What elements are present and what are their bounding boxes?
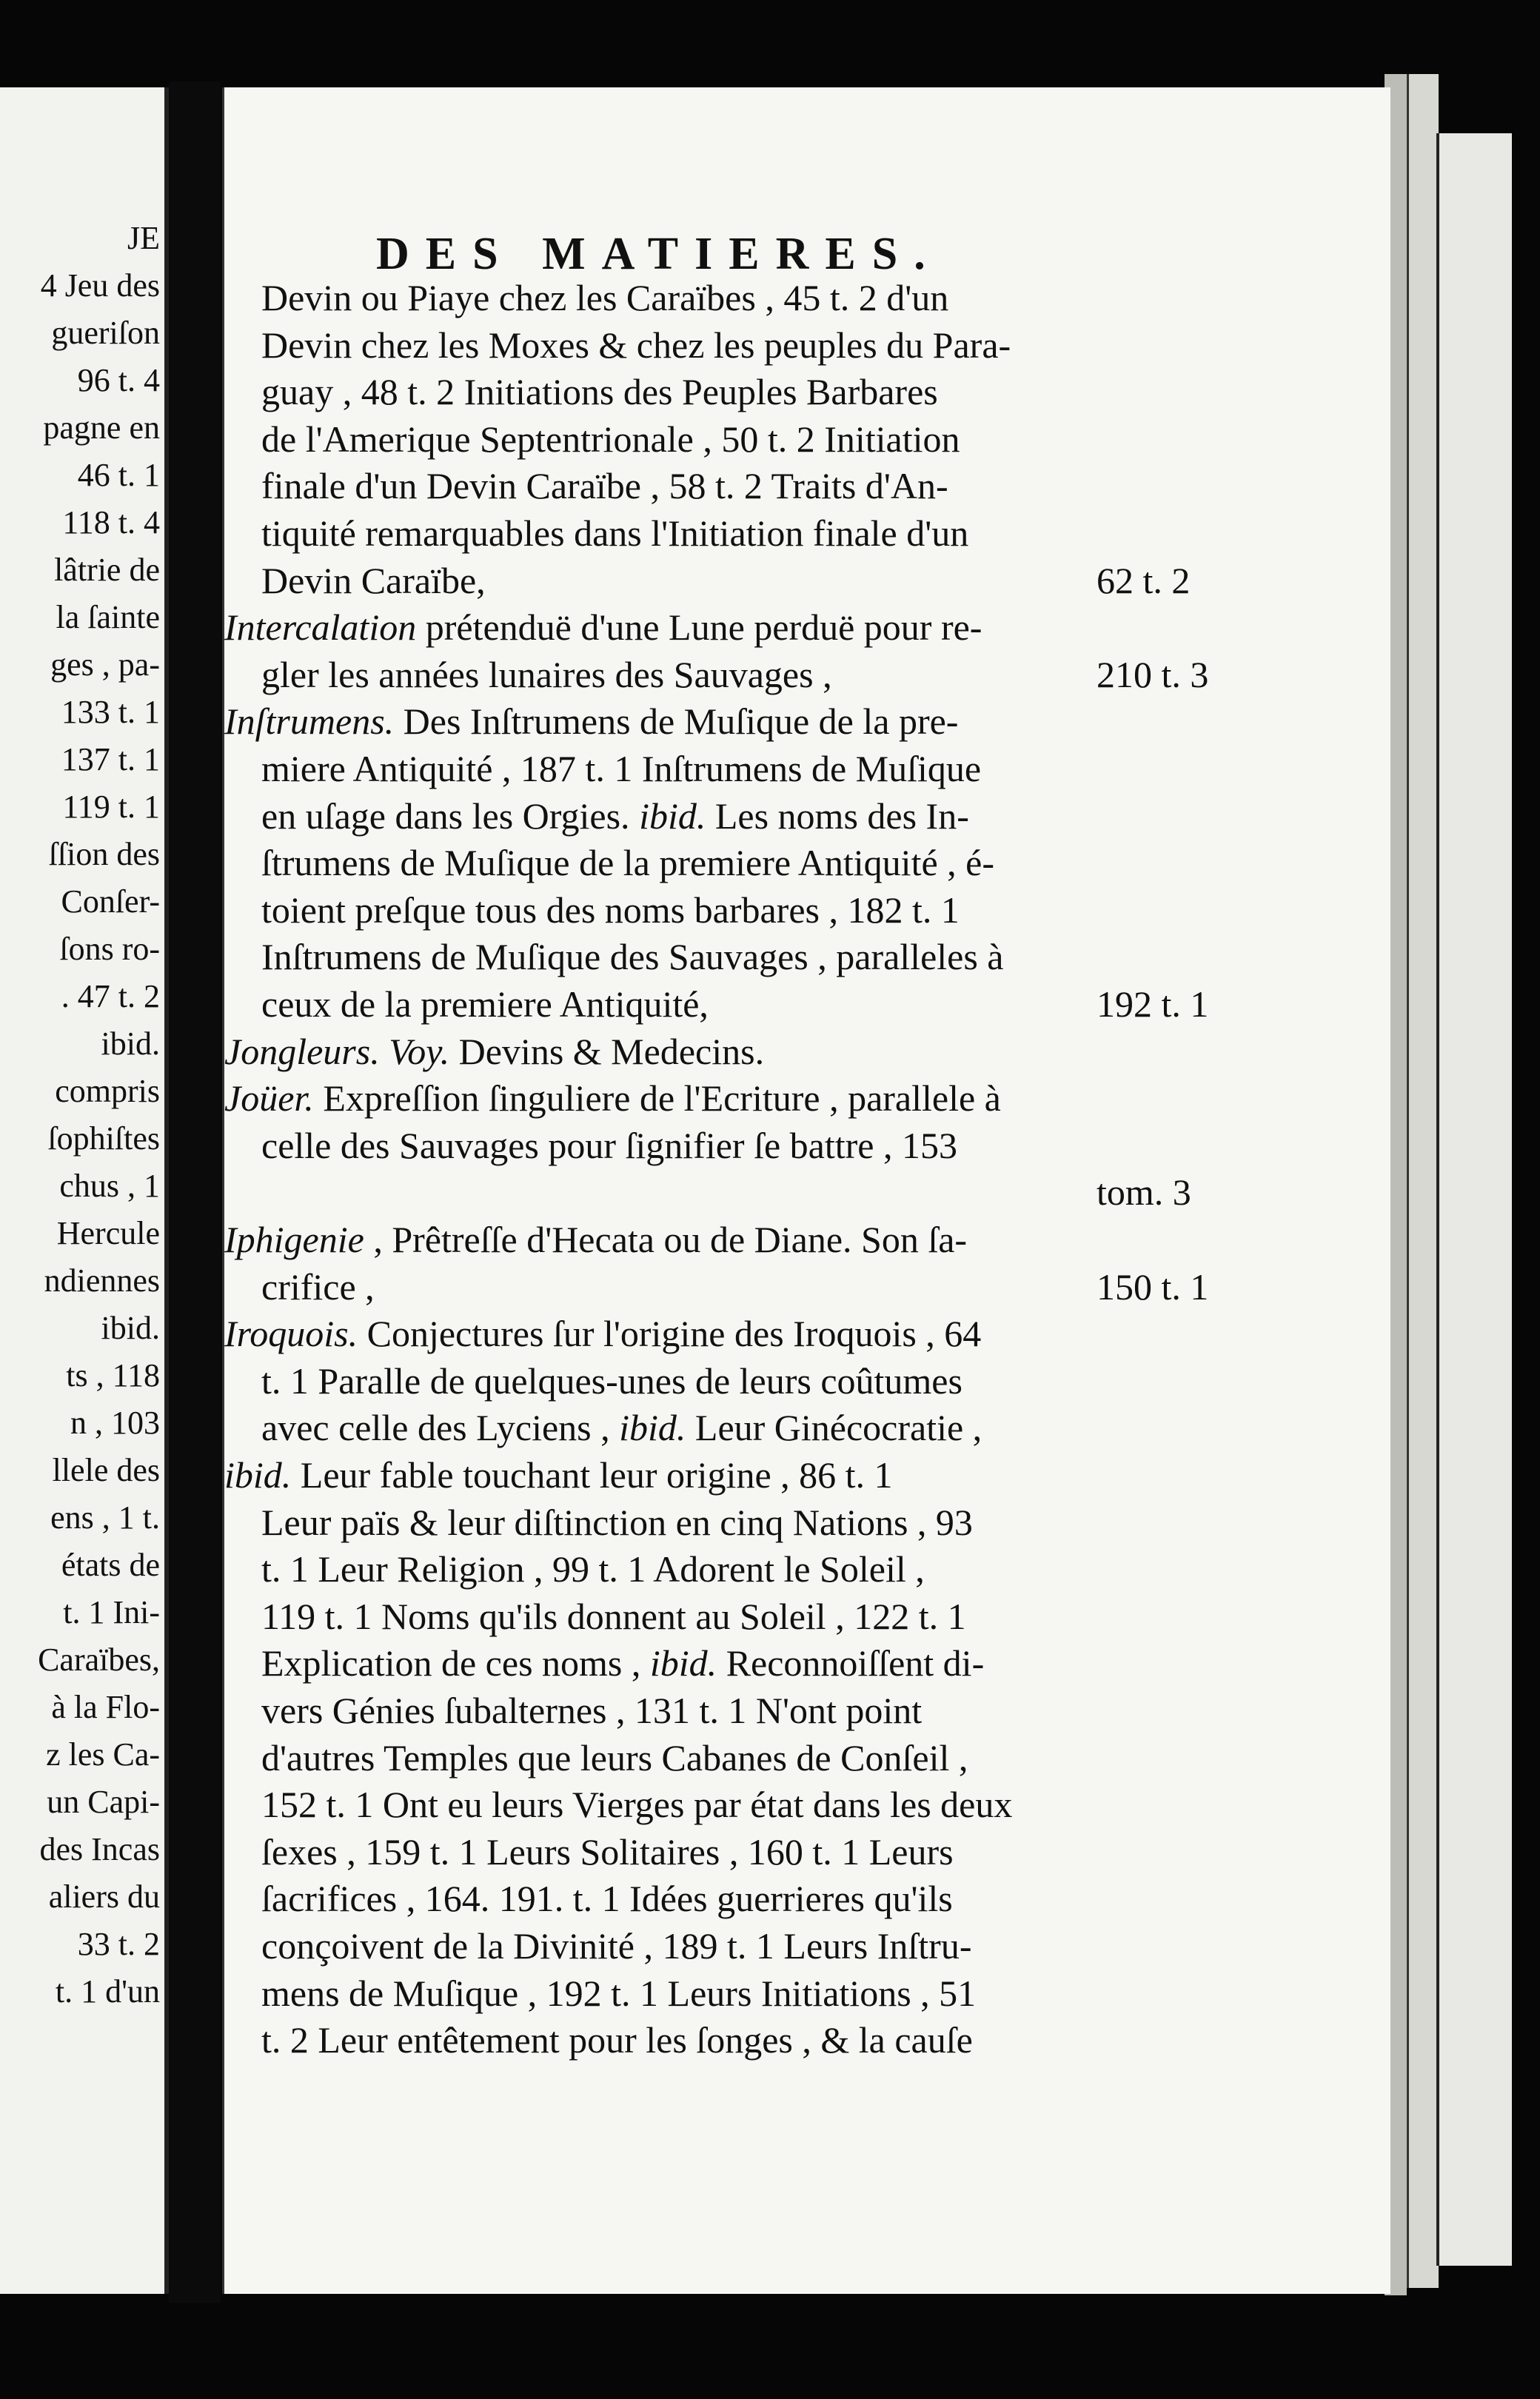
italic-term: Intercalation	[224, 606, 417, 649]
entry-text: Reconnoiſſent di-	[717, 1642, 985, 1684]
entry-text: ſtrumens de Muſique de la premiere Antiquité , é-	[261, 842, 994, 884]
index-line	[261, 1736, 968, 1780]
index-line	[261, 2018, 973, 2062]
italic-term: ibid.	[639, 794, 706, 837]
index-line	[261, 275, 948, 320]
index-line	[224, 699, 958, 743]
left-page-line: t. 1 Ini-	[63, 1594, 160, 1630]
index-line	[261, 1359, 962, 1403]
index-line	[261, 1405, 982, 1450]
page-reference: 210 t. 3	[1097, 653, 1209, 695]
italic-term: Iphigenie	[224, 1219, 364, 1260]
entry-text: avec celle des Lyciens ,	[261, 1407, 620, 1449]
left-page-line: 4 Jeu des	[40, 267, 160, 304]
italic-term: ibid.	[619, 1407, 686, 1449]
entry-text: Devin chez les Moxes & chez les peuples du Para-	[261, 324, 1011, 366]
entry-text: vers Génies ſubalternes , 131 t. 1 N'ont point	[261, 1690, 923, 1731]
index-line	[261, 464, 948, 508]
index-line	[261, 1265, 1209, 1309]
entry-text: gler les années lunaires des Sauvages ,	[261, 653, 832, 695]
left-page-line: un Capi-	[47, 1784, 160, 1820]
entry-text: ſexes , 159 t. 1 Leurs Solitaires , 160 t. 1 Leurs	[261, 1830, 954, 1873]
page-reference: 150 t. 1	[1097, 1265, 1209, 1308]
entry-text: Conjectures ſur l'origine des Iroquois , 64	[358, 1313, 982, 1355]
index-line	[261, 369, 938, 414]
index-line	[261, 1641, 984, 1685]
entry-text: de l'Amerique Septentrionale , 50 t. 2 Initiation	[261, 418, 960, 460]
entry-text: crifice ,	[261, 1265, 375, 1308]
index-line	[224, 1029, 764, 1074]
left-page-line: Hercule	[56, 1215, 160, 1251]
left-page-line: ſophiſtes	[47, 1120, 160, 1157]
left-page-line: 96 t. 4	[77, 362, 160, 398]
entry-text: Devins & Medecins.	[449, 1030, 765, 1072]
entry-text: 152 t. 1 Ont eu leurs Vierges par état dans les deux	[261, 1784, 1013, 1826]
index-line	[224, 1311, 981, 1356]
left-page-line: z les Ca-	[46, 1736, 160, 1773]
index-line	[261, 934, 1004, 979]
italic-term: Inſtrumens.	[224, 700, 395, 743]
index-line	[261, 1830, 954, 1874]
back-cover-edge	[1436, 133, 1512, 2266]
left-page-line: des Incas	[39, 1831, 160, 1867]
entry-text: d'autres Temples que leurs Cabanes de Conſeil ,	[261, 1736, 968, 1779]
page-edges-outer	[1407, 74, 1439, 2288]
left-page-line: ſſion des	[48, 836, 160, 872]
index-line	[261, 840, 994, 885]
index-line	[261, 558, 1191, 603]
entry-text: t. 1 Leur Religion , 99 t. 1 Adorent le Soleil ,	[261, 1548, 925, 1590]
entry-text: Expreſſion ſinguliere de l'Ecriture , parallele à	[313, 1077, 1001, 1120]
left-page-line: ibid.	[101, 1310, 160, 1346]
entry-text: Leur fable touchant leur origine , 86 t. 1	[291, 1454, 893, 1496]
italic-term: Joüer.	[224, 1077, 314, 1120]
page-reference: tom. 3	[1097, 1171, 1191, 1214]
left-page-line: 119 t. 1	[62, 789, 160, 825]
left-page-line: 33 t. 2	[77, 1926, 160, 1962]
entry-text: Des Inſtrumens de Muſique de la pre-	[394, 700, 959, 743]
index-line	[261, 1594, 966, 1639]
left-page-line: ndiennes	[44, 1262, 160, 1299]
entry-text: Devin Caraïbe,	[261, 559, 486, 601]
index-line	[224, 605, 982, 649]
entry-text: tiquité remarquables dans l'Initiation finale d'un	[261, 512, 969, 554]
entry-text: Devin ou Piaye chez les Caraïbes , 45 t. 2 d'un	[261, 277, 949, 318]
left-page-line: 133 t. 1	[61, 694, 160, 730]
left-page-line: états de	[61, 1547, 160, 1583]
entry-text: 119 t. 1 Noms qu'ils donnent au Soleil , 122 t. 1	[261, 1595, 966, 1637]
page-reference: 62 t. 2	[1097, 559, 1191, 601]
index-line	[261, 794, 969, 838]
left-page-line: Caraïbes,	[38, 1642, 160, 1678]
entry-text: prétenduë d'une Lune perduë pour re-	[416, 606, 982, 649]
index-line	[261, 323, 1011, 367]
entry-text: miere Antiquité , 187 t. 1 Inſtrumens de Muſique	[261, 748, 982, 789]
italic-term: ibid.	[224, 1454, 292, 1496]
index-line	[261, 1971, 976, 2015]
left-page-line: ens , 1 t.	[50, 1499, 160, 1536]
entry-text: Leur Ginécocratie ,	[686, 1407, 982, 1449]
index-line	[261, 1123, 957, 1168]
entry-text: ceux de la premiere Antiquité,	[261, 983, 709, 1025]
index-line	[261, 652, 1209, 697]
left-page-line: ges , pa-	[50, 646, 160, 683]
entry-text: conçoivent de la Divinité , 189 t. 1 Leurs Inſtru-	[261, 1925, 972, 1967]
left-page-line: 118 t. 4	[62, 504, 160, 541]
index-line	[261, 417, 960, 461]
index-line	[224, 1453, 893, 1497]
left-page-line: Conſer-	[61, 883, 160, 920]
entry-text: Inſtrumens de Muſique des Sauvages , paralleles à	[261, 936, 1004, 978]
italic-term: ibid.	[649, 1642, 717, 1684]
left-page-line: ſons ro-	[59, 931, 160, 967]
entry-text: Leur païs & leur diſtinction en cinq Nations , 93	[261, 1501, 973, 1543]
entry-text: en uſage dans les Orgies.	[261, 794, 640, 837]
entry-text: finale d'un Devin Caraïbe , 58 t. 2 Traits d'An-	[261, 465, 948, 507]
left-page-line: gueriſon	[51, 315, 160, 351]
entry-text: Explication de ces noms ,	[261, 1642, 650, 1684]
index-line	[224, 1076, 1001, 1120]
entry-text: toient preſque tous des noms barbares , 182 t. 1	[261, 889, 960, 931]
left-page-line: 137 t. 1	[61, 741, 160, 777]
left-page-line: la ſainte	[56, 599, 160, 635]
page-reference: 192 t. 1	[1097, 983, 1209, 1025]
index-line	[261, 1547, 925, 1591]
left-page-line: n , 103	[70, 1405, 160, 1441]
left-page-line: ibid.	[101, 1025, 160, 1062]
index-line	[261, 1500, 973, 1545]
index-line	[224, 1217, 967, 1262]
index-page	[222, 87, 1390, 2294]
entry-text: ſacrifices , 164. 191. t. 1 Idées guerrieres qu'ils	[261, 1878, 953, 1920]
left-page-line: compris	[55, 1073, 160, 1109]
index-line	[261, 511, 968, 555]
index-line	[261, 888, 960, 932]
book-gutter	[169, 81, 221, 2303]
entry-text: celle des Sauvages pour ſignifier ſe battre , 153	[261, 1124, 957, 1166]
left-page-line: aliers du	[48, 1878, 160, 1915]
entry-text: t. 2 Leur entêtement pour les ſonges , & la cauſe	[261, 2019, 973, 2061]
page-title: DES MATIERES.	[376, 229, 942, 279]
left-page-line: chus , 1	[59, 1168, 160, 1204]
left-page-line: à la Flo-	[51, 1689, 160, 1725]
entry-text: , Prêtreſſe d'Hecata ou de Diane. Son ſa-	[364, 1219, 968, 1260]
left-page-line: pagne en	[43, 409, 160, 446]
index-line	[261, 1688, 922, 1733]
left-page-line: llele des	[52, 1452, 160, 1488]
left-page-line: t. 1 d'un	[55, 1973, 160, 2010]
index-line	[261, 1782, 1012, 1827]
left-page-line: JE	[127, 220, 160, 256]
italic-term: Jongleurs. Voy.	[224, 1030, 450, 1072]
entry-text: Les noms des In-	[706, 794, 969, 837]
index-line	[261, 1876, 953, 1921]
left-page-line: ts , 118	[66, 1357, 160, 1393]
entry-text: t. 1 Paralle de quelques-unes de leurs coûtumes	[261, 1359, 962, 1402]
left-page	[0, 87, 169, 2294]
left-page-line: lâtrie de	[54, 552, 160, 588]
index-line	[261, 1924, 971, 1968]
index-line	[261, 746, 981, 791]
left-page-line: 46 t. 1	[77, 457, 160, 493]
entry-text: mens de Muſique , 192 t. 1 Leurs Initiations , 51	[261, 1972, 977, 2014]
italic-term: Iroquois.	[224, 1313, 358, 1355]
index-line	[261, 982, 1209, 1026]
entry-text: guay , 48 t. 2 Initiations des Peuples Barbares	[261, 371, 938, 413]
left-page-line: . 47 t. 2	[61, 978, 160, 1014]
